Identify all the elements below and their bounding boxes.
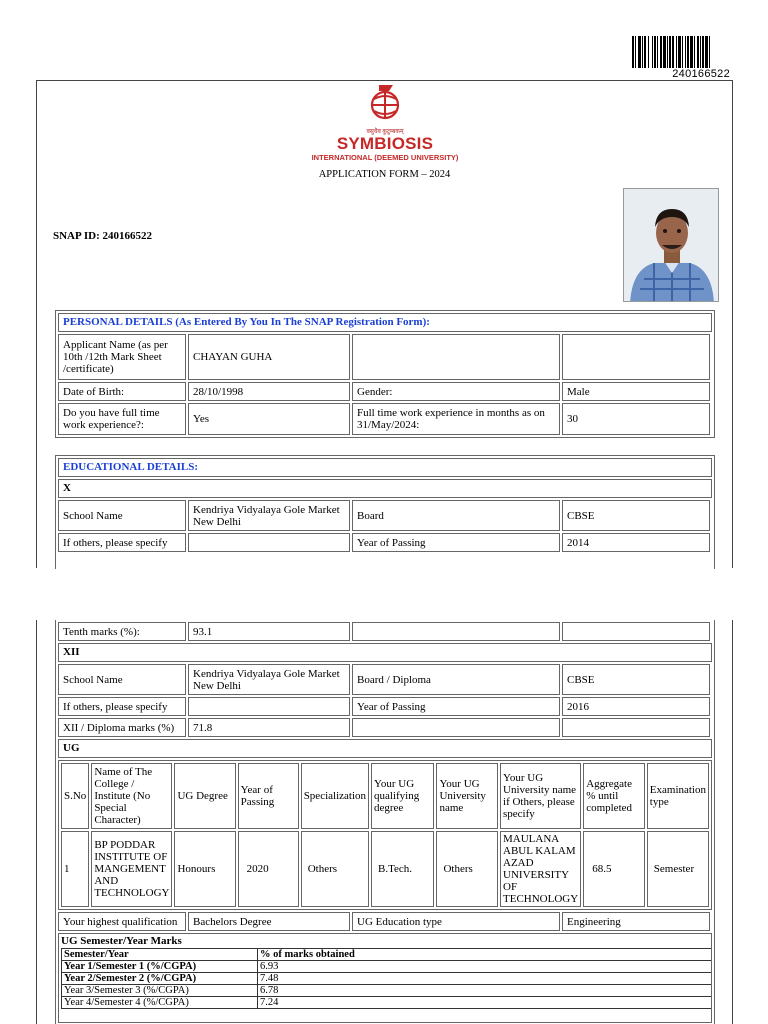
ug-col-specialization: Specialization bbox=[301, 763, 369, 829]
ug-sno: 1 bbox=[61, 831, 89, 907]
semester-marks-table bbox=[61, 948, 712, 1009]
table-row bbox=[61, 831, 709, 907]
table-row bbox=[62, 973, 712, 985]
applicant-photo-image bbox=[624, 189, 719, 302]
xii-school-label: School Name bbox=[58, 664, 186, 695]
xii-marks-label: XII / Diploma marks (%) bbox=[58, 718, 186, 737]
semester-value: 7.48 bbox=[258, 973, 712, 985]
empty-cell bbox=[562, 622, 710, 641]
logo-motto: वसुधैव कुटुम्बकम् bbox=[366, 129, 404, 135]
ug-col-university: Your UG University name bbox=[436, 763, 498, 829]
empty-cell bbox=[352, 718, 560, 737]
ug-education-type-value: Engineering bbox=[562, 912, 710, 931]
xii-board-label: Board / Diploma bbox=[352, 664, 560, 695]
semester-marks-box bbox=[58, 933, 712, 1023]
ug-heading: UG bbox=[58, 739, 712, 758]
x-others-value bbox=[188, 533, 350, 552]
x-school-value: Kendriya Vidyalaya Gole Market New Delhi bbox=[188, 500, 350, 531]
ug-table bbox=[59, 761, 711, 909]
symbiosis-logo bbox=[285, 83, 485, 163]
x-school-label: School Name bbox=[58, 500, 186, 531]
semester-col-label: Semester/Year bbox=[62, 949, 258, 961]
barcode bbox=[632, 36, 736, 68]
barcode-stripe bbox=[710, 36, 712, 68]
barcode-number: 240166522 bbox=[672, 68, 730, 80]
work-experience-value: Yes bbox=[188, 403, 350, 435]
semester-label: Year 4/Semester 4 (%/CGPA) bbox=[62, 997, 258, 1009]
logo-name: SYMBIOSIS bbox=[336, 134, 434, 153]
ug-degree: Honours bbox=[174, 831, 235, 907]
ug-col-sno: S.No bbox=[61, 763, 89, 829]
ug-col-aggregate: Aggregate % until completed bbox=[583, 763, 645, 829]
logo-subtitle: INTERNATIONAL (DEEMED UNIVERSITY) bbox=[311, 153, 459, 162]
ug-university-other: MAULANA ABUL KALAM AZAD UNIVERSITY OF TECHNOLOGY bbox=[500, 831, 581, 907]
symbiosis-emblem-icon bbox=[365, 83, 405, 123]
xii-marks-value: 71.8 bbox=[188, 718, 350, 737]
xii-school-value: Kendriya Vidyalaya Gole Market New Delhi bbox=[188, 664, 350, 695]
ug-education-type-label: UG Education type bbox=[352, 912, 560, 931]
ug-aggregate: 68.5 bbox=[583, 831, 645, 907]
ug-year: 2020 bbox=[238, 831, 299, 907]
dob-label: Date of Birth: bbox=[58, 382, 186, 401]
ug-col-exam-type: Examination type bbox=[647, 763, 709, 829]
ug-specialization: Others bbox=[301, 831, 369, 907]
personal-details-heading: PERSONAL DETAILS (As Entered By You In The SNAP Registration Form): bbox=[58, 313, 712, 332]
table-row bbox=[62, 985, 712, 997]
ug-college: BP PODDAR INSTITUTE OF MANGEMENT AND TECHNOLOGY bbox=[91, 831, 172, 907]
applicant-name-label: Applicant Name (as per 10th /12th Mark Sheet /certificate) bbox=[58, 334, 186, 380]
semester-value: 7.24 bbox=[258, 997, 712, 1009]
semester-header-row bbox=[62, 949, 712, 961]
snap-id: SNAP ID: 240166522 bbox=[53, 230, 153, 242]
dob-value: 28/10/1998 bbox=[188, 382, 350, 401]
form-page-2 bbox=[36, 620, 733, 1024]
empty-cell bbox=[352, 334, 560, 380]
ug-university: Others bbox=[436, 831, 498, 907]
semester-marks-heading: UG Semester/Year Marks bbox=[61, 935, 182, 947]
ug-table-wrapper bbox=[58, 760, 712, 910]
xii-year-value: 2016 bbox=[562, 697, 710, 716]
x-heading: X bbox=[58, 479, 712, 498]
ug-qualifying: B.Tech. bbox=[371, 831, 434, 907]
semester-value: 6.78 bbox=[258, 985, 712, 997]
applicant-photo bbox=[623, 188, 719, 302]
work-months-label: Full time work experience in months as on 31/May/2024: bbox=[352, 403, 560, 435]
semester-value: 6.93 bbox=[258, 961, 712, 973]
work-experience-label: Do you have full time work experience?: bbox=[58, 403, 186, 435]
x-year-label: Year of Passing bbox=[352, 533, 560, 552]
form-title: APPLICATION FORM – 2024 bbox=[318, 169, 451, 180]
applicant-name-value: CHAYAN GUHA bbox=[188, 334, 350, 380]
highest-qualification-label: Your highest qualification bbox=[58, 912, 186, 931]
x-marks-label: Tenth marks (%): bbox=[58, 622, 186, 641]
xii-board-value: CBSE bbox=[562, 664, 710, 695]
x-year-value: 2014 bbox=[562, 533, 710, 552]
xii-others-label: If others, please specify bbox=[58, 697, 186, 716]
ug-col-college: Name of The College / Institute (No Special Character) bbox=[91, 763, 172, 829]
semester-label: Year 2/Semester 2 (%/CGPA) bbox=[62, 973, 258, 985]
empty-cell bbox=[352, 622, 560, 641]
ug-col-university-other: Your UG University name if Others, please specify bbox=[500, 763, 581, 829]
x-others-label: If others, please specify bbox=[58, 533, 186, 552]
x-marks-value: 93.1 bbox=[188, 622, 350, 641]
xii-heading: XII bbox=[58, 643, 712, 662]
ug-col-degree: UG Degree bbox=[174, 763, 235, 829]
educational-details-continued bbox=[55, 620, 715, 1024]
ug-exam-type: Semester bbox=[647, 831, 709, 907]
xii-others-value bbox=[188, 697, 350, 716]
educational-details-section bbox=[55, 455, 715, 569]
ug-col-year: Year of Passing bbox=[238, 763, 299, 829]
table-row bbox=[62, 961, 712, 973]
personal-details-section bbox=[55, 310, 715, 438]
x-board-value: CBSE bbox=[562, 500, 710, 531]
semester-label: Year 3/Semester 3 (%/CGPA) bbox=[62, 985, 258, 997]
ug-col-qualifying: Your UG qualifying degree bbox=[371, 763, 434, 829]
gender-value: Male bbox=[562, 382, 710, 401]
form-page-1 bbox=[36, 80, 733, 568]
xii-year-label: Year of Passing bbox=[352, 697, 560, 716]
semester-label: Year 1/Semester 1 (%/CGPA) bbox=[62, 961, 258, 973]
gender-label: Gender: bbox=[352, 382, 560, 401]
table-row bbox=[62, 997, 712, 1009]
empty-cell bbox=[562, 334, 710, 380]
educational-details-heading: EDUCATIONAL DETAILS: bbox=[58, 458, 712, 477]
x-board-label: Board bbox=[352, 500, 560, 531]
highest-qualification-value: Bachelors Degree bbox=[188, 912, 350, 931]
semester-col-value: % of marks obtained bbox=[258, 949, 712, 961]
work-months-value: 30 bbox=[562, 403, 710, 435]
ug-header-row bbox=[61, 763, 709, 829]
empty-cell bbox=[562, 718, 710, 737]
